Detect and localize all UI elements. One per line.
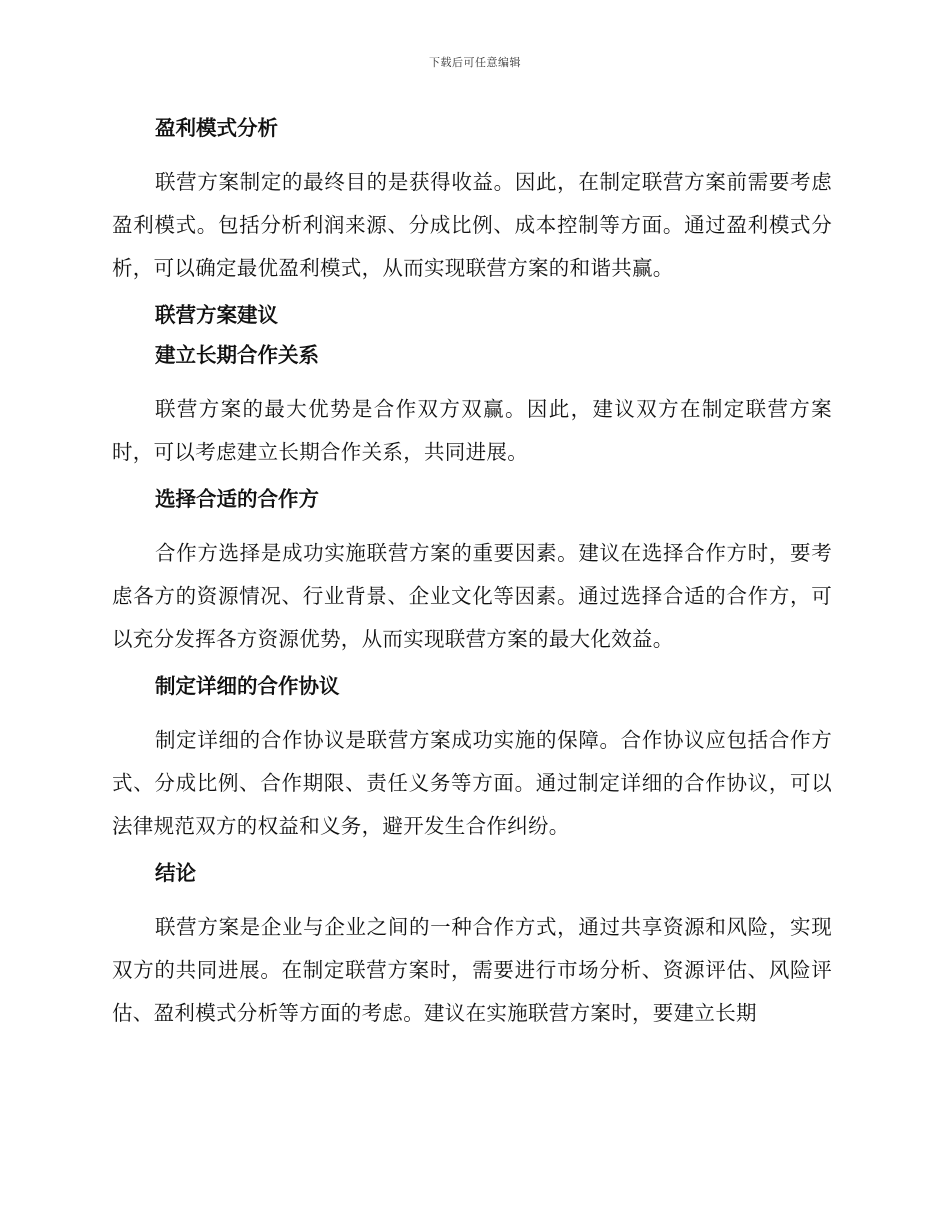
section-heading-suggestions: 联营方案建议 <box>155 303 278 327</box>
paragraph-conclusion: 联营方案是企业与企业之间的一种合作方式，通过共享资源和风险，实现双方的共同进展。在制定联营方案时，需要进行市场分析、资源评估、风险评估、盈利模式分析等方面的考虑。建议在实施联营方案时，要建立长期 <box>112 915 832 1025</box>
paragraph-long-term: 联营方案的最大优势是合作双方双赢。因此，建议双方在制定联营方案时，可以考虑建立长期合作关系，共同进展。 <box>112 397 832 464</box>
section-heading-agreement: 制定详细的合作协议 <box>155 674 340 698</box>
paragraph-partner-choice: 合作方选择是成功实施联营方案的重要因素。建议在选择合作方时，要考虑各方的资源情况、行业背景、企业文化等因素。通过选择合适的合作方，可以充分发挥各方资源优势，从而实现联营方案的最大化效益。 <box>112 541 832 651</box>
paragraph-agreement: 制定详细的合作协议是联营方案成功实施的保障。合作协议应包括合作方式、分成比例、合作期限、责任义务等方面。通过制定详细的合作协议，可以法律规范双方的权益和义务，避开发生合作纠纷。 <box>112 728 832 838</box>
paragraph-profit-model: 联营方案制定的最终目的是获得收益。因此，在制定联营方案前需要考虑盈利模式。包括分析利润来源、分成比例、成本控制等方面。通过盈利模式分析，可以确定最优盈利模式，从而实现联营方案的和谐共赢。 <box>112 170 832 280</box>
section-heading-profit-model: 盈利模式分析 <box>155 116 278 140</box>
document-body <box>112 105 832 1045</box>
section-heading-long-term: 建立长期合作关系 <box>155 343 319 367</box>
page-header: 下载后可任意编辑 <box>429 56 521 69</box>
section-heading-conclusion: 结论 <box>155 861 196 885</box>
section-heading-partner-choice: 选择合适的合作方 <box>155 487 319 511</box>
